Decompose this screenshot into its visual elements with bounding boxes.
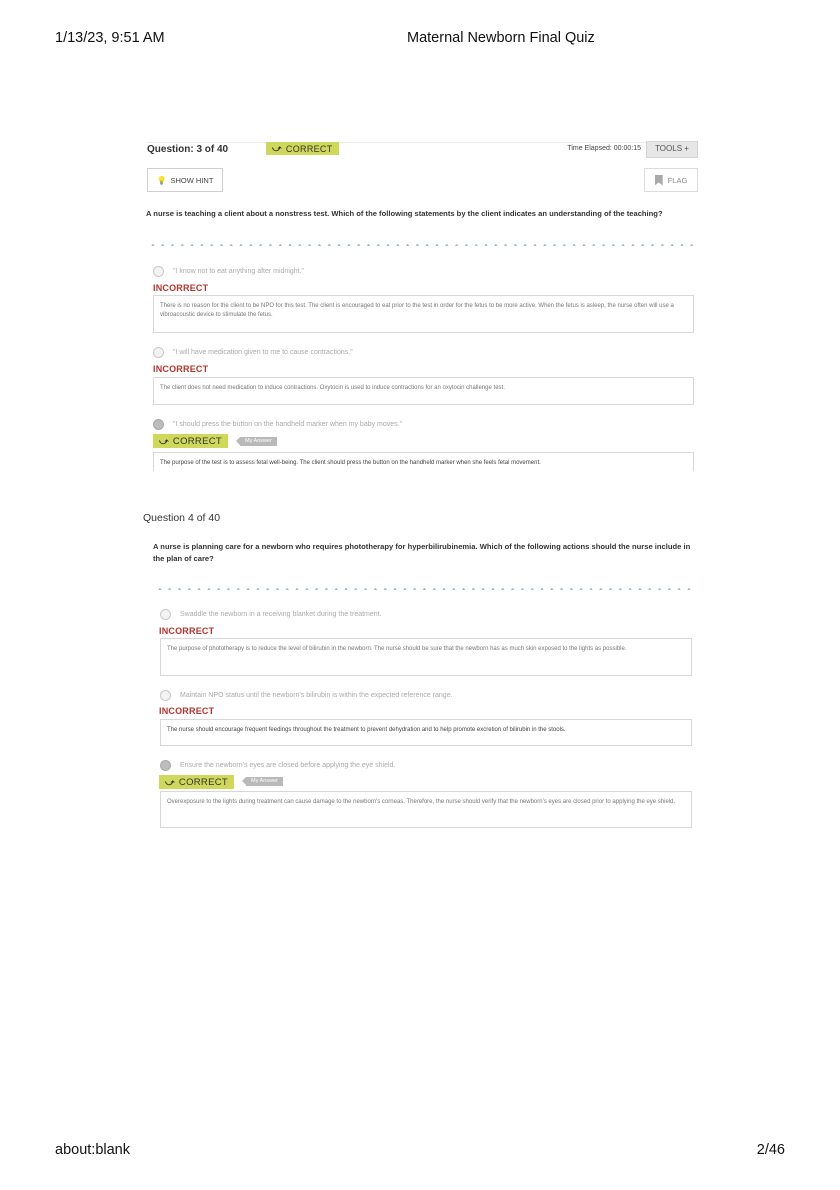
rationale-box: The purpose of the test is to assess fetal well-being. The client should press the button on the handheld marker when she feels fetal movement. [153, 452, 694, 471]
option-text: "I know not to eat anything after midnight." [173, 268, 305, 275]
option-text: "I should press the button on the handheld marker when my baby moves." [173, 421, 403, 428]
curved-arrow-icon: ⤻ [159, 435, 169, 446]
divider [146, 142, 698, 143]
tools-button[interactable]: TOOLS + [646, 141, 698, 158]
answer-option-selected[interactable] [153, 419, 402, 430]
question-3-panel [146, 138, 698, 471]
incorrect-label: INCORRECT [159, 626, 215, 636]
curved-arrow-icon: ⤻ [272, 143, 282, 153]
correct-badge-label: CORRECT [172, 435, 222, 447]
option-text: Maintain NPO status until the newborn's bilirubin is within the expected reference range. [180, 692, 453, 699]
incorrect-label: INCORRECT [159, 706, 215, 716]
radio-button-selected[interactable] [160, 760, 171, 771]
radio-button[interactable] [160, 609, 171, 620]
bookmark-icon [655, 175, 663, 186]
radio-button[interactable] [153, 266, 164, 277]
print-date: 1/13/23, 9:51 AM [55, 30, 165, 46]
option-text: Swaddle the newborn in a receiving blanket during the treatment. [180, 611, 382, 618]
print-header [55, 30, 785, 50]
question-stem: A nurse is teaching a client about a nonstress test. Which of the following statements by the client indicates an understanding of the teaching? [146, 209, 663, 218]
radio-button-selected[interactable] [153, 419, 164, 430]
option-text: Ensure the newborn's eyes are closed before applying the eye shield. [180, 762, 396, 769]
option-text: "I will have medication given to me to cause contractions." [173, 349, 353, 356]
print-title: Maternal Newborn Final Quiz [407, 30, 595, 46]
rationale-box: There is no reason for the client to be NPO for this test. The client is encouraged to eat prior to the test in order for the fetus to be more active. When the fetus is asleep, the nurse often will use a vibroacoustic device to stimulate the fetus. [153, 295, 694, 333]
my-answer-tag: My Answer [246, 777, 283, 786]
show-hint-label: SHOW HINT [170, 175, 214, 185]
radio-button[interactable] [160, 690, 171, 701]
rationale-box: Overexposure to the lights during treatment can cause damage to the newborn's corneas. Therefore, the nurse should verify that the newborn's eyes are closed prior to applying the eye shield. [160, 791, 692, 828]
time-elapsed: Time Elapsed: 00:00:15 [567, 145, 641, 152]
flag-button[interactable] [644, 168, 698, 192]
correct-badge [159, 775, 234, 789]
lightbulb-icon: 💡 [156, 175, 167, 185]
correct-badge [266, 142, 339, 155]
rationale-box: The purpose of phototherapy is to reduce the level of bilirubin in the newborn. The nurse should be sure that the newborn has as much skin exposed to the lights as possible. [160, 638, 692, 676]
answer-option[interactable] [160, 609, 382, 620]
question-number: Question 4 of 40 [143, 512, 221, 524]
rationale-box: The nurse should encourage frequent feedings throughout the treatment to prevent dehydration and to help promote excretion of bilirubin in the stools. [160, 719, 692, 746]
incorrect-label: INCORRECT [153, 283, 209, 293]
my-answer-tag: My Answer [240, 437, 277, 446]
answer-option-selected[interactable] [160, 760, 395, 771]
print-page-number: 2/46 [756, 1142, 785, 1158]
question-stem: A nurse is planning care for a newborn who requires phototherapy for hyperbilirubinemia. Which of the following actions should the nurse include in the plan of care? [153, 542, 691, 563]
incorrect-label: INCORRECT [153, 364, 209, 374]
answer-option[interactable] [160, 690, 453, 701]
answer-option[interactable] [153, 266, 304, 277]
question-number: Question: 3 of 40 [147, 144, 229, 155]
correct-badge-label: CORRECT [178, 776, 228, 788]
dotted-divider [148, 244, 696, 246]
correct-badge-label: CORRECT [285, 143, 333, 154]
answer-option[interactable] [153, 347, 353, 358]
show-hint-button[interactable] [147, 168, 223, 192]
flag-label: FLAG [667, 175, 688, 185]
dotted-divider [155, 588, 695, 590]
correct-badge [153, 434, 228, 448]
curved-arrow-icon: ⤻ [165, 776, 175, 787]
radio-button[interactable] [153, 347, 164, 358]
print-url: about:blank [55, 1142, 130, 1158]
rationale-box: The client does not need medication to induce contractions. Oxytocin is used to induce contractions for an oxytocin challenge test. [153, 377, 694, 405]
